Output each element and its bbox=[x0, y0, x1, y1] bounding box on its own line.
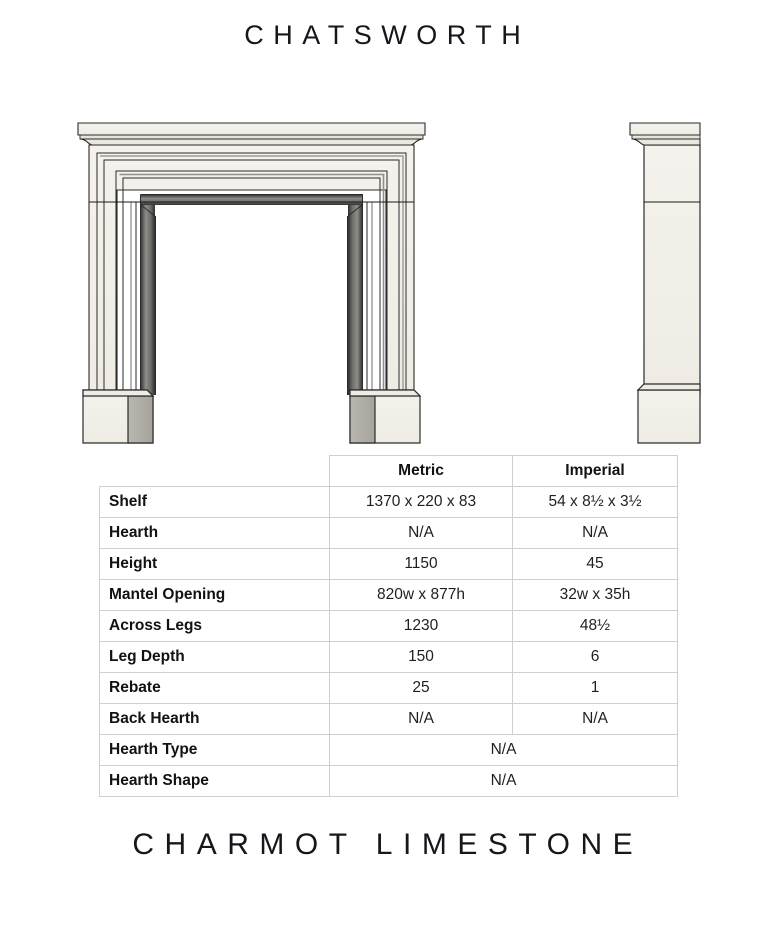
right-foot-side-face bbox=[350, 396, 375, 443]
left-foot-side-face bbox=[128, 396, 153, 443]
shelf-top-slab bbox=[78, 123, 425, 135]
fire-opening bbox=[156, 216, 347, 395]
spec-row-value-imperial: N/A bbox=[513, 518, 678, 549]
fireplace-drawing-svg bbox=[0, 95, 765, 445]
spec-row-label: Hearth bbox=[100, 518, 330, 549]
table-row bbox=[100, 704, 678, 735]
spec-row-value-metric: 1370 x 220 x 83 bbox=[330, 487, 513, 518]
side-foot-chamfer-top bbox=[638, 384, 700, 390]
spec-row-value-imperial: 54 x 8½ x 3½ bbox=[513, 487, 678, 518]
inner-molding-right-jamb bbox=[348, 202, 362, 395]
column-header-metric: Metric bbox=[330, 456, 513, 487]
inner-molding-mitres bbox=[141, 205, 362, 216]
spec-row-value-metric: N/A bbox=[330, 704, 513, 735]
shelf-ogee-molding bbox=[80, 139, 423, 145]
page-title: CHATSWORTH bbox=[244, 20, 531, 50]
spec-table-head bbox=[100, 456, 678, 487]
side-mantel-shelf-profile bbox=[630, 123, 700, 145]
table-header-row bbox=[100, 456, 678, 487]
side-leg-shaft bbox=[644, 145, 700, 395]
table-row bbox=[100, 487, 678, 518]
specification-table bbox=[99, 455, 678, 797]
spec-row-value-metric: N/A bbox=[330, 518, 513, 549]
shelf-fillet bbox=[80, 135, 423, 139]
spec-row-value-metric: 1150 bbox=[330, 549, 513, 580]
table-row bbox=[100, 518, 678, 549]
front-elevation-view bbox=[78, 123, 425, 443]
side-shelf-ogee-molding bbox=[632, 139, 700, 145]
inner-molding-head bbox=[141, 195, 362, 205]
column-header-blank bbox=[100, 456, 330, 487]
table-row bbox=[100, 735, 678, 766]
fireplace-drawing bbox=[0, 95, 765, 445]
table-row bbox=[100, 766, 678, 797]
spec-row-label: Shelf bbox=[100, 487, 330, 518]
spec-row-value-metric: 150 bbox=[330, 642, 513, 673]
spec-row-value-metric: 1230 bbox=[330, 611, 513, 642]
side-shelf-fillet bbox=[632, 135, 700, 139]
spec-row-value-imperial: 45 bbox=[513, 549, 678, 580]
spec-row-value-imperial: N/A bbox=[513, 704, 678, 735]
spec-row-label: Rebate bbox=[100, 673, 330, 704]
spec-row-value-combined: N/A bbox=[330, 766, 678, 797]
spec-row-label: Across Legs bbox=[100, 611, 330, 642]
spec-row-value-metric: 820w x 877h bbox=[330, 580, 513, 611]
right-foot-chamfer-top bbox=[350, 390, 420, 396]
spec-row-label: Back Hearth bbox=[100, 704, 330, 735]
side-foot-face bbox=[638, 390, 700, 443]
spec-row-label: Mantel Opening bbox=[100, 580, 330, 611]
spec-row-value-imperial: 32w x 35h bbox=[513, 580, 678, 611]
table-row bbox=[100, 673, 678, 704]
spec-table-body bbox=[100, 487, 678, 797]
column-header-imperial: Imperial bbox=[513, 456, 678, 487]
spec-row-label: Height bbox=[100, 549, 330, 580]
side-shelf-top-slab bbox=[630, 123, 700, 135]
spec-row-value-imperial: 1 bbox=[513, 673, 678, 704]
material-title: CHARMOT LIMESTONE bbox=[132, 828, 644, 861]
table-row bbox=[100, 611, 678, 642]
table-row bbox=[100, 642, 678, 673]
spec-row-label: Hearth Type bbox=[100, 735, 330, 766]
spec-row-value-imperial: 6 bbox=[513, 642, 678, 673]
inner-molding-left-jamb bbox=[141, 202, 155, 395]
side-elevation-view bbox=[630, 123, 700, 443]
spec-row-value-combined: N/A bbox=[330, 735, 678, 766]
spec-row-label: Hearth Shape bbox=[100, 766, 330, 797]
left-foot-chamfer-top bbox=[83, 390, 153, 396]
table-row bbox=[100, 580, 678, 611]
spec-row-label: Leg Depth bbox=[100, 642, 330, 673]
mantel-shelf bbox=[78, 123, 425, 145]
spec-row-value-metric: 25 bbox=[330, 673, 513, 704]
left-foot-block bbox=[83, 390, 153, 443]
right-foot-block bbox=[350, 390, 420, 443]
specification-table-container bbox=[99, 455, 677, 797]
side-foot-block bbox=[638, 384, 700, 443]
table-row bbox=[100, 549, 678, 580]
spec-row-value-imperial: 48½ bbox=[513, 611, 678, 642]
